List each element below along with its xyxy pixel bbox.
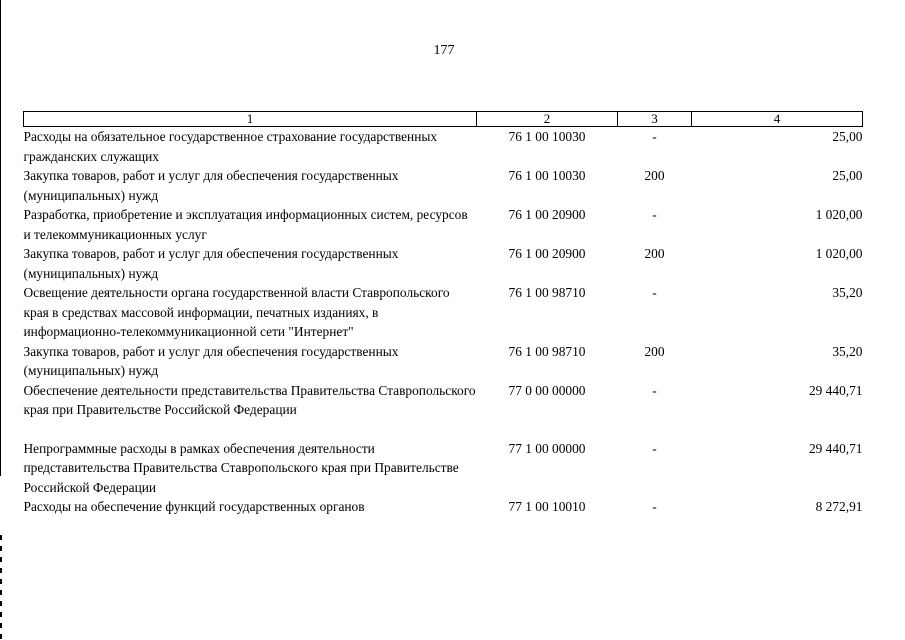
- table-row: [24, 497, 863, 517]
- row-code: 77 1 00 00000: [508, 440, 586, 456]
- row-amount: 35,20: [832, 285, 863, 300]
- table-row: [24, 127, 863, 167]
- table-row: [24, 205, 863, 244]
- page-number: 177: [433, 43, 455, 58]
- row-amount: 25,00: [832, 129, 863, 144]
- row-amount: 29 440,71: [808, 440, 863, 456]
- row-code: 77 0 00 00000: [508, 382, 586, 398]
- row-code: 76 1 00 10030: [508, 129, 586, 144]
- left-margin-rule: [0, 0, 1, 476]
- row-code: 76 1 00 20900: [508, 207, 586, 222]
- row-name: Закупка товаров, работ и услуг для обеспечения государственных (муниципальных) нужд: [23, 246, 399, 281]
- column-header-4: 4: [692, 112, 863, 127]
- row-amount: 25,00: [832, 168, 863, 183]
- row-name: Разработка, приобретение и эксплуатация информационных систем, ресурсов и телекоммуникационных услуг: [23, 207, 468, 242]
- row-amount: 29 440,71: [808, 382, 863, 398]
- table-header-row: [24, 112, 863, 127]
- table-row: [24, 439, 863, 498]
- row-name: Закупка товаров, работ и услуг для обеспечения государственных (муниципальных) нужд: [23, 168, 399, 203]
- row-code: 76 1 00 10030: [508, 168, 586, 183]
- row-name: Расходы на обязательное государственное страхование государственных гражданских служащих: [23, 129, 438, 164]
- row-name: Закупка товаров, работ и услуг для обеспечения государственных (муниципальных) нужд: [23, 343, 399, 378]
- row-name: Расходы на обеспечение функций государственных органов: [23, 499, 365, 514]
- row-type: -: [652, 129, 657, 144]
- row-amount: 8 272,91: [815, 499, 863, 514]
- table-row: [24, 166, 863, 205]
- table-row: [24, 381, 863, 439]
- column-header-1: 1: [24, 112, 477, 127]
- row-type: 200: [644, 246, 665, 261]
- row-type: -: [652, 382, 657, 398]
- row-name: Обеспечение деятельности представительства Правительства Ставропольского края при Правительстве Российской Федерации: [23, 382, 476, 417]
- row-type: -: [652, 499, 657, 514]
- column-header-2: 2: [477, 112, 618, 127]
- row-type: -: [652, 285, 657, 300]
- left-margin-dashes: [0, 535, 2, 640]
- row-amount: 35,20: [832, 343, 863, 359]
- budget-table: [23, 111, 863, 517]
- row-type: -: [652, 207, 657, 222]
- row-type: 200: [644, 343, 665, 359]
- table-row: [24, 283, 863, 342]
- row-amount: 1 020,00: [815, 207, 863, 222]
- row-code: 76 1 00 98710: [508, 285, 586, 300]
- table-row: [24, 244, 863, 283]
- row-code: 76 1 00 20900: [508, 246, 586, 261]
- row-code: 77 1 00 10010: [508, 499, 586, 514]
- row-name: Освещение деятельности органа государственной власти Ставропольского края в средствах массовой информации, печатных изданиях, в информационно-телекоммуникационной сети "Интернет": [23, 285, 450, 339]
- row-code: 76 1 00 98710: [508, 343, 586, 359]
- table-row: [24, 342, 863, 381]
- column-header-3: 3: [618, 112, 692, 127]
- row-type: 200: [644, 168, 665, 183]
- row-amount: 1 020,00: [815, 246, 863, 261]
- row-name: Непрограммные расходы в рамках обеспечения деятельности представительства Правительства Ставропольского края при Правительстве Российской Федерации: [23, 440, 459, 495]
- row-type: -: [652, 440, 657, 456]
